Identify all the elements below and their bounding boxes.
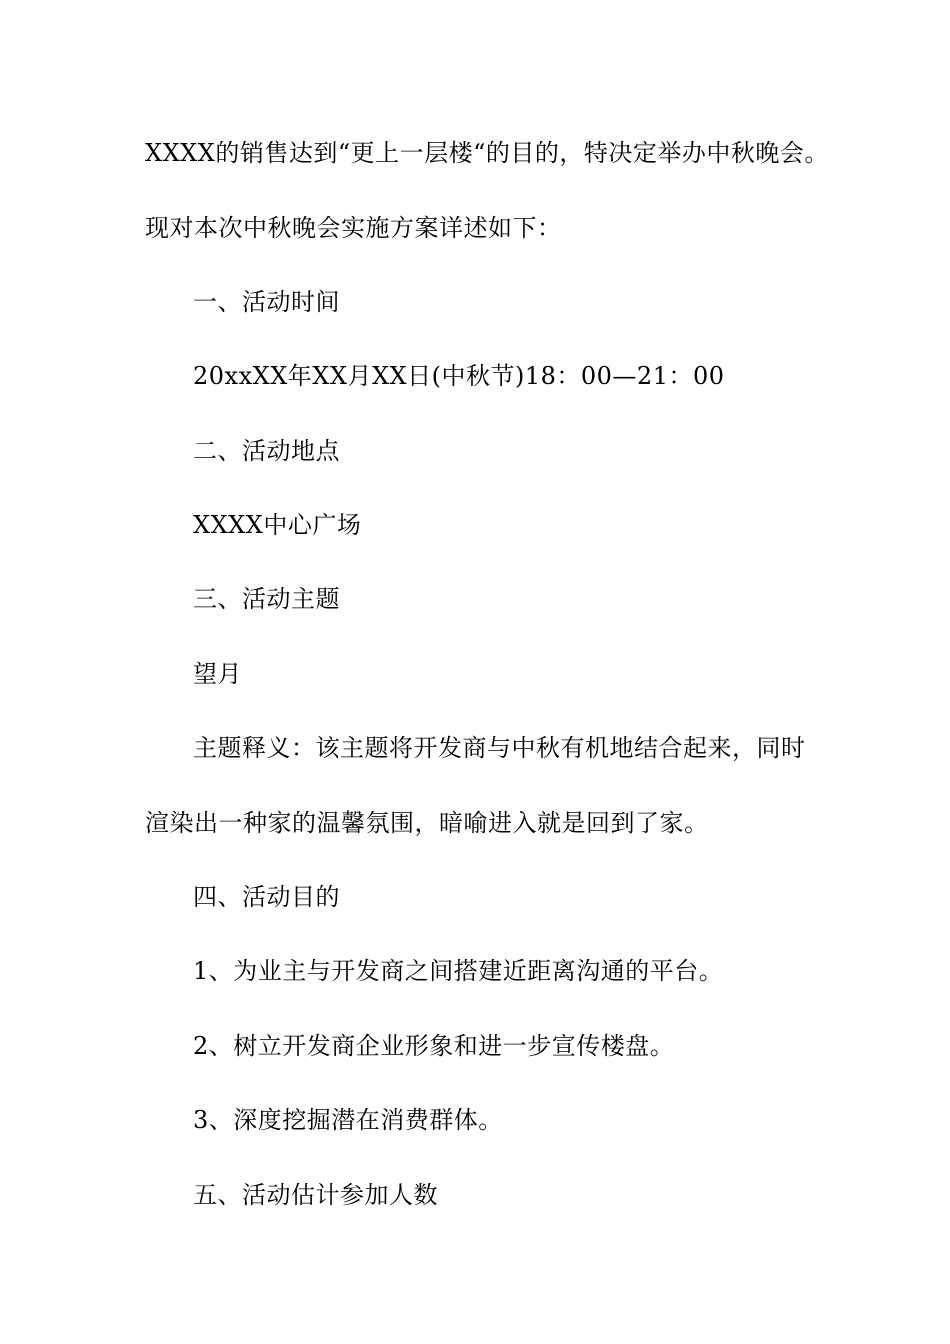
section-heading-time: 一、活动时间 — [193, 288, 340, 316]
event-theme: 望月 — [193, 660, 242, 688]
section-heading-location: 二、活动地点 — [193, 437, 340, 465]
theme-explanation-line: 主题释义：该主题将开发商与中秋有机地结合起来，同时 — [193, 734, 806, 762]
section-heading-theme: 三、活动主题 — [193, 585, 340, 613]
purpose-item: 1、为业主与开发商之间搭建近距离沟通的平台。 — [193, 957, 724, 985]
purpose-item: 2、树立开发商企业形象和进一步宣传楼盘。 — [193, 1032, 675, 1060]
section-heading-attendance: 五、活动估计参加人数 — [193, 1181, 438, 1209]
event-time: 20xxXX年XX月XX日(中秋节)18：00—21：00 — [193, 362, 725, 390]
body-text-line: XXXX的销售达到“更上一层楼“的目的，特决定举办中秋晚会。 — [145, 139, 829, 167]
body-text-line: 现对本次中秋晚会实施方案详述如下： — [145, 214, 562, 242]
purpose-item: 3、深度挖掘潜在消费群体。 — [193, 1106, 503, 1134]
event-location: XXXX中心广场 — [193, 511, 362, 539]
section-heading-purpose: 四、活动目的 — [193, 883, 340, 911]
theme-explanation-line: 渲染出一种家的温馨氛围，暗喻进入就是回到了家。 — [145, 809, 709, 837]
